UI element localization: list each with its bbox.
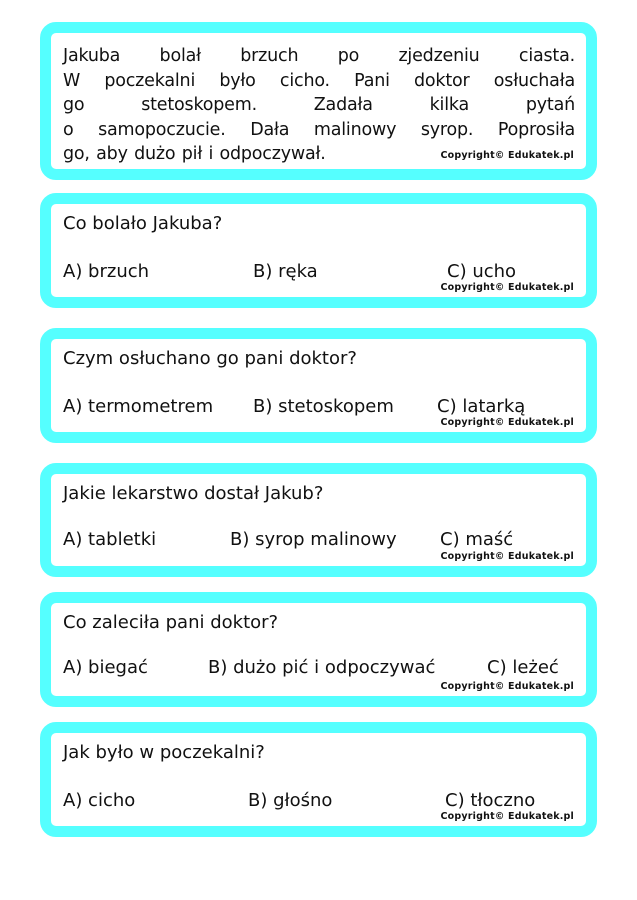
answer-option-a[interactable]: A) termometrem bbox=[63, 396, 214, 417]
answer-option-c[interactable]: C) latarką bbox=[437, 396, 526, 417]
answer-option-b[interactable]: B) głośno bbox=[248, 790, 333, 811]
question-card-3 bbox=[40, 463, 597, 577]
question-text: Czym osłuchano go pani doktor? bbox=[63, 348, 357, 369]
story-line: o samopoczucie. Dała malinowy syrop. Poprosiła bbox=[63, 119, 575, 140]
question-text: Co bolało Jakuba? bbox=[63, 213, 223, 234]
question-text: Jakie lekarstwo dostał Jakub? bbox=[63, 483, 324, 504]
answer-option-b[interactable]: B) ręka bbox=[253, 261, 318, 282]
story-line: W poczekalni było cicho. Pani doktor osłuchała bbox=[63, 70, 575, 91]
question-text: Co zaleciła pani doktor? bbox=[63, 612, 279, 633]
copyright-notice: Copyright© Edukatek.pl bbox=[440, 551, 574, 562]
answer-option-a[interactable]: A) brzuch bbox=[63, 261, 150, 282]
answer-option-b[interactable]: B) syrop malinowy bbox=[230, 529, 397, 550]
copyright-notice: Copyright© Edukatek.pl bbox=[440, 282, 574, 293]
copyright-notice: Copyright© Edukatek.pl bbox=[440, 150, 574, 161]
copyright-notice: Copyright© Edukatek.pl bbox=[440, 811, 574, 822]
question-card-1 bbox=[40, 193, 597, 308]
answer-option-a[interactable]: A) cicho bbox=[63, 790, 136, 811]
story-line: go stetoskopem. Zadała kilka pytań bbox=[63, 95, 575, 115]
answer-option-b[interactable]: B) dużo pić i odpoczywać bbox=[208, 657, 436, 678]
answer-option-c[interactable]: C) leżeć bbox=[487, 657, 559, 678]
question-card-2 bbox=[40, 328, 597, 443]
story-line: go, aby dużo pił i odpoczywał. bbox=[63, 144, 326, 164]
copyright-notice: Copyright© Edukatek.pl bbox=[440, 681, 574, 692]
copyright-notice: Copyright© Edukatek.pl bbox=[440, 417, 574, 428]
answer-option-c[interactable]: C) tłoczno bbox=[445, 790, 536, 811]
answer-option-a[interactable]: A) biegać bbox=[63, 657, 148, 678]
answer-option-a[interactable]: A) tabletki bbox=[63, 529, 157, 550]
story-line: Jakuba bolał brzuch po zjedzeniu ciasta. bbox=[63, 46, 575, 66]
story-text bbox=[63, 44, 575, 167]
question-text: Jak było w poczekalni? bbox=[63, 742, 265, 763]
question-card-5 bbox=[40, 722, 597, 837]
answer-option-c[interactable]: C) maść bbox=[440, 529, 514, 550]
answer-option-c[interactable]: C) ucho bbox=[447, 261, 517, 282]
story-card bbox=[40, 22, 597, 180]
answer-option-b[interactable]: B) stetoskopem bbox=[253, 396, 394, 417]
question-card-4 bbox=[40, 592, 597, 707]
